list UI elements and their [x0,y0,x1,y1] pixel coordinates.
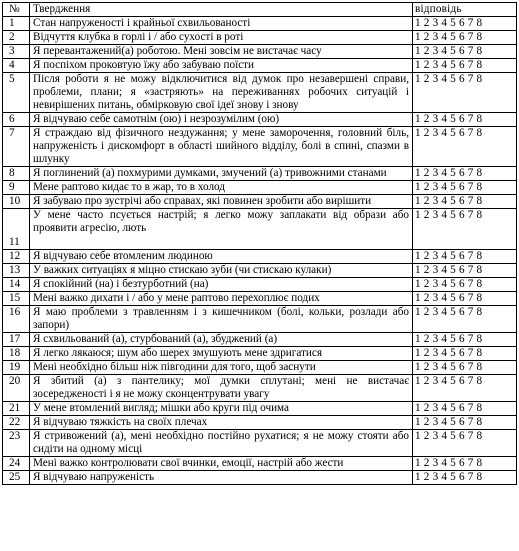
answer-scale[interactable]: 1 2 3 4 5 6 7 8 [413,45,517,59]
item-number: 14 [3,278,30,292]
table-row [3,17,517,31]
table-row [3,375,517,402]
table-row [3,59,517,73]
item-statement: Відчуття клубка в горлі і / або сухості в роті [30,31,413,45]
answer-scale[interactable]: 1 2 3 4 5 6 7 8 [413,361,517,375]
table-row [3,113,517,127]
table-row [3,306,517,333]
item-number: 13 [3,264,30,278]
table-row [3,430,517,457]
answer-scale[interactable]: 1 2 3 4 5 6 7 8 [413,333,517,347]
table-row [3,195,517,209]
item-statement: Я забуваю про зустрічі або справах, які повинен зробити або вирішити [30,195,413,209]
item-statement: Я відчуваю тяжкість на своїх плечах [30,416,413,430]
item-number: 22 [3,416,30,430]
answer-scale[interactable]: 1 2 3 4 5 6 7 8 [413,113,517,127]
item-number: 2 [3,31,30,45]
item-statement: Я страждаю від фізичного нездужання; у мене заморочення, головний біль, напруженість і дискомфорт в області шийного відділу, болі в спині, спазми в шлунку [30,127,413,167]
table-row [3,347,517,361]
item-statement: Я поглинений (а) похмурими думками, змучений (а) тривожними станами [30,167,413,181]
table-row [3,361,517,375]
item-number: 3 [3,45,30,59]
header-row [3,3,517,17]
item-statement: Я спокійний (на) і безтурботний (на) [30,278,413,292]
item-number: 21 [3,402,30,416]
table-row [3,250,517,264]
answer-scale[interactable]: 1 2 3 4 5 6 7 8 [413,306,517,333]
item-statement: Я легко лякаюся; шум або шерех змушують мене здригатися [30,347,413,361]
item-statement: Стан напруженості і крайньої схвильованості [30,17,413,31]
answer-scale[interactable]: 1 2 3 4 5 6 7 8 [413,195,517,209]
item-number: 17 [3,333,30,347]
item-statement: Я схвильований (а), стурбований (а), збуджений (а) [30,333,413,347]
item-statement: Я відчуваю себе самотнім (ою) і незрозумілим (ою) [30,113,413,127]
item-number: 7 [3,127,30,167]
item-number: 9 [3,181,30,195]
table-row [3,167,517,181]
table-row [3,264,517,278]
item-statement: У мене втомлений вигляд; мішки або круги під очима [30,402,413,416]
item-number: 19 [3,361,30,375]
item-number: 11 [3,209,30,250]
answer-scale[interactable]: 1 2 3 4 5 6 7 8 [413,430,517,457]
item-statement: У мене часто псується настрій; я легко можу заплакати від образи або проявити агресію, лють [30,209,413,250]
answer-scale[interactable]: 1 2 3 4 5 6 7 8 [413,264,517,278]
table-row [3,181,517,195]
item-number: 5 [3,73,30,113]
answer-scale[interactable]: 1 2 3 4 5 6 7 8 [413,31,517,45]
item-statement: Після роботи я не можу відключитися від думок про незавершені справи, проблеми, плани; я «застряють» на переживаннях робочих ситуацій і невирішених питань, обмірковую свої ідеї знову і знову [30,73,413,113]
answer-scale[interactable]: 1 2 3 4 5 6 7 8 [413,375,517,402]
item-statement: У важких ситуаціях я міцно стискаю зуби (чи стискаю кулаки) [30,264,413,278]
table-row [3,127,517,167]
item-number: 10 [3,195,30,209]
answer-scale[interactable]: 1 2 3 4 5 6 7 8 [413,278,517,292]
answer-scale[interactable]: 1 2 3 4 5 6 7 8 [413,457,517,471]
answer-scale[interactable]: 1 2 3 4 5 6 7 8 [413,59,517,73]
item-number: 25 [3,471,30,485]
table-row [3,278,517,292]
table-row [3,416,517,430]
table-row [3,333,517,347]
questionnaire-table [2,2,517,485]
item-number: 16 [3,306,30,333]
header-answer: відповідь [413,3,517,17]
item-number: 23 [3,430,30,457]
item-statement: Я маю проблеми з травленням і з кишечником (болі, кольки, розлади або запори) [30,306,413,333]
table-row [3,209,517,250]
table-row [3,73,517,113]
header-statement: Твердження [30,3,413,17]
item-number: 6 [3,113,30,127]
item-statement: Я поспіхом проковтую їжу або забуваю поїсти [30,59,413,73]
item-number: 12 [3,250,30,264]
item-number: 8 [3,167,30,181]
item-statement: Я стривожений (а), мені необхідно постійно рухатися; я не можу стояти або сидіти на одному місці [30,430,413,457]
item-statement: Я відчуваю напруженість [30,471,413,485]
answer-scale[interactable]: 1 2 3 4 5 6 7 8 [413,402,517,416]
table-row [3,457,517,471]
item-statement: Я відчуваю себе втомленим людиною [30,250,413,264]
answer-scale[interactable]: 1 2 3 4 5 6 7 8 [413,127,517,167]
item-number: 24 [3,457,30,471]
answer-scale[interactable]: 1 2 3 4 5 6 7 8 [413,167,517,181]
answer-scale[interactable]: 1 2 3 4 5 6 7 8 [413,347,517,361]
table-row [3,45,517,59]
item-statement: Мене раптово кидає то в жар, то в холод [30,181,413,195]
item-number: 15 [3,292,30,306]
answer-scale[interactable]: 1 2 3 4 5 6 7 8 [413,292,517,306]
table-row [3,402,517,416]
item-statement: Мені важко контролювати свої вчинки, емоції, настрій або жести [30,457,413,471]
table-row [3,471,517,485]
item-number: 4 [3,59,30,73]
answer-scale[interactable]: 1 2 3 4 5 6 7 8 [413,471,517,485]
answer-scale[interactable]: 1 2 3 4 5 6 7 8 [413,181,517,195]
table-row [3,31,517,45]
answer-scale[interactable]: 1 2 3 4 5 6 7 8 [413,250,517,264]
item-statement: Я збитий (а) з пантелику; мої думки сплутані; мені не вистачає зосередженості і я не можу сконцентрувати увагу [30,375,413,402]
item-number: 1 [3,17,30,31]
header-number: № [3,3,30,17]
answer-scale[interactable]: 1 2 3 4 5 6 7 8 [413,17,517,31]
answer-scale[interactable]: 1 2 3 4 5 6 7 8 [413,73,517,113]
item-statement: Я перевантажений(а) роботою. Мені зовсім не вистачає часу [30,45,413,59]
item-statement: Мені важко дихати і / або у мене раптово перехоплює подих [30,292,413,306]
answer-scale[interactable]: 1 2 3 4 5 6 7 8 [413,209,517,250]
item-number: 18 [3,347,30,361]
table-row [3,292,517,306]
item-number: 20 [3,375,30,402]
item-statement: Мені необхідно більш ніж півгодини для того, щоб заснути [30,361,413,375]
answer-scale[interactable]: 1 2 3 4 5 6 7 8 [413,416,517,430]
